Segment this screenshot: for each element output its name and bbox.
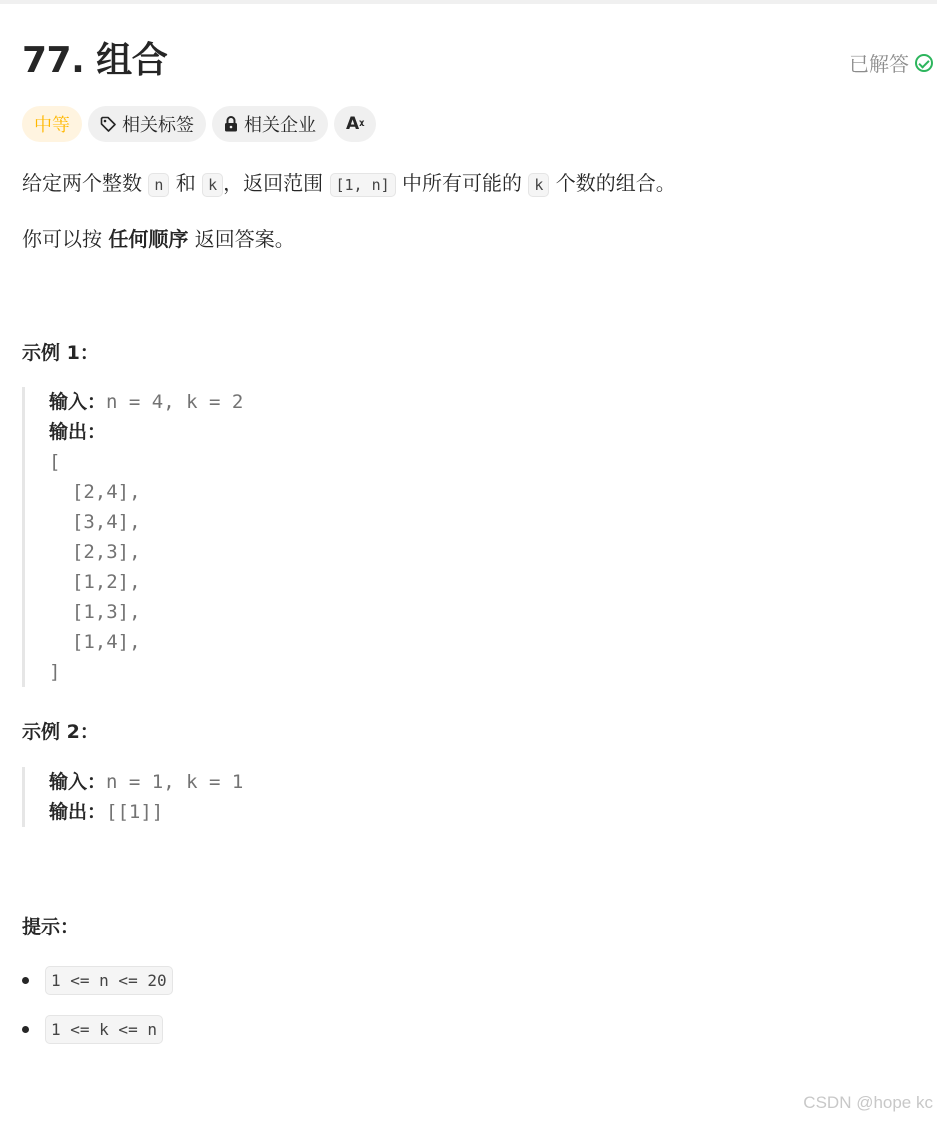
- example-2-input: [49, 767, 243, 797]
- output-label: 输出：: [49, 421, 107, 443]
- output-line: [: [49, 451, 61, 473]
- example-2-heading: 示例 2：: [22, 721, 99, 743]
- output-line: [1,4],: [49, 631, 141, 653]
- difficulty-badge: [22, 106, 82, 142]
- related-companies-label: 相关企业: [244, 115, 316, 136]
- desc-text: 返回答案。: [188, 227, 295, 251]
- desc-text: 中所有可能的: [395, 171, 529, 195]
- constraint-code: 1 <= k <= n: [45, 1015, 163, 1044]
- solved-label: 已解答: [849, 52, 909, 76]
- output-line: [3,4],: [49, 511, 141, 533]
- output-line: [1,2],: [49, 571, 141, 593]
- desc-text: 给定两个整数: [22, 171, 149, 195]
- solved-status: [849, 48, 933, 77]
- output-line: [2,4],: [49, 481, 141, 503]
- constraints-list: [22, 962, 173, 1060]
- output-value: [[1]]: [106, 801, 164, 823]
- desc-text: 你可以按: [22, 227, 109, 251]
- watermark: CSDN @hope kc: [803, 1093, 933, 1112]
- list-item: [22, 962, 173, 998]
- inline-code-k: k: [528, 173, 549, 197]
- input-value: n = 1, k = 1: [106, 771, 244, 793]
- constraint-code: 1 <= n <= 20: [45, 966, 173, 995]
- inline-code-k: k: [202, 173, 223, 197]
- inline-code-n: n: [148, 173, 169, 197]
- input-label: 输入：: [49, 391, 107, 413]
- output-line: [2,3],: [49, 541, 141, 563]
- example-1-heading: 示例 1：: [22, 342, 99, 364]
- description-paragraph-2: [22, 224, 295, 254]
- desc-text: 个数的组合。: [549, 171, 676, 195]
- lock-icon: [224, 116, 238, 132]
- desc-bold: 任何顺序: [108, 227, 189, 251]
- output-label: 输出：: [49, 801, 107, 823]
- problem-title: 77. 组合: [22, 40, 168, 81]
- related-companies-button[interactable]: [212, 106, 328, 142]
- difficulty-label: 中等: [34, 115, 70, 136]
- related-tags-label: 相关标签: [122, 115, 194, 136]
- bullet-icon: [22, 1026, 29, 1033]
- input-label: 输入：: [49, 771, 107, 793]
- list-item: [22, 1011, 173, 1047]
- hints-heading: 提示：: [22, 916, 80, 938]
- title-row: [22, 36, 933, 86]
- example-2-block: [22, 767, 243, 827]
- example-1-block: [22, 387, 243, 687]
- check-circle-icon: [915, 54, 933, 72]
- input-value: n = 4, k = 2: [106, 391, 244, 413]
- translate-icon: Aᵡ: [346, 114, 365, 134]
- chip-row: [22, 106, 376, 142]
- top-divider: [0, 0, 937, 4]
- desc-text: ，返回范围: [223, 171, 330, 195]
- bullet-icon: [22, 977, 29, 984]
- output-line: [1,3],: [49, 601, 141, 623]
- example-2-output: [49, 797, 243, 827]
- translate-button[interactable]: [334, 106, 376, 142]
- example-1-input: [49, 387, 243, 417]
- tag-icon: [100, 116, 116, 132]
- desc-text: 和: [169, 171, 203, 195]
- description-paragraph-1: [22, 168, 676, 200]
- output-line: ]: [49, 661, 61, 683]
- example-1-output: [49, 417, 243, 447]
- inline-code-range: [1, n]: [330, 173, 396, 197]
- related-tags-button[interactable]: [88, 106, 206, 142]
